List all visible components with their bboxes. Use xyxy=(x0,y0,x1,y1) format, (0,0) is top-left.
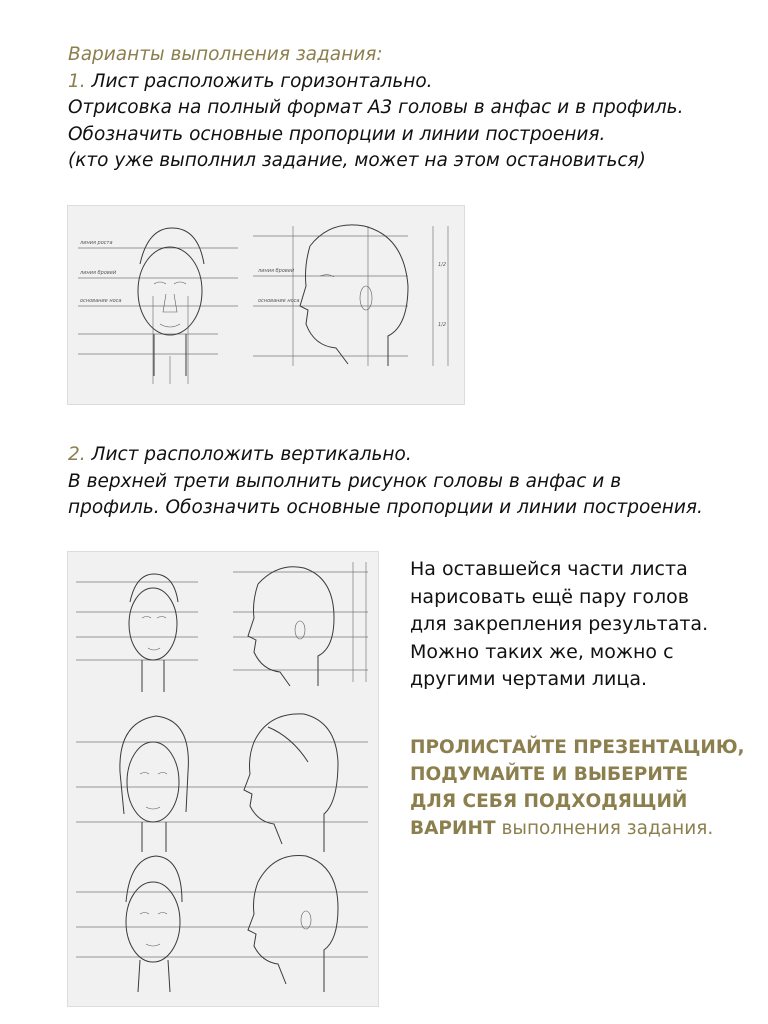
side-note-line-5: другими чертами лица. xyxy=(410,668,648,690)
side-note xyxy=(410,556,740,694)
cta-line-2: ПОДУМАЙТЕ И ВЫБЕРИТЕ xyxy=(410,764,689,785)
variant-1-line-1 xyxy=(68,69,728,96)
variant-1-number: 1. xyxy=(68,70,86,92)
vertical-sheet-sketch xyxy=(67,551,379,1007)
svg-text:линия бровей: линия бровей xyxy=(258,268,295,274)
side-note-line-4: Можно таких же, можно с xyxy=(410,640,674,663)
variant-2-line-1 xyxy=(68,442,748,469)
side-note-line-2: нарисовать ещё пару голов xyxy=(410,585,689,608)
call-to-action xyxy=(410,734,750,842)
svg-text:линия роста: линия роста xyxy=(80,240,113,246)
svg-text:основание носа: основание носа xyxy=(80,298,122,304)
cta-line-4 xyxy=(410,815,750,842)
cta-line-4-bold: ВАРИНТ xyxy=(410,818,496,839)
variant-1-text-1: Лист расположить горизонтально. xyxy=(91,70,433,92)
variant-1-line-4: (кто уже выполнил задание, может на этом остановиться) xyxy=(68,150,646,171)
variant-2-block xyxy=(68,442,748,522)
variant-1-line-3: Обозначить основные пропорции и линии построения. xyxy=(68,123,606,145)
variant-2-number: 2. xyxy=(68,444,86,465)
horizontal-sheet-sketch xyxy=(67,205,465,405)
variant-2-line-2: В верхней трети выполнить рисунок головы в анфас и в xyxy=(68,470,622,492)
svg-text:1/2: 1/2 xyxy=(438,322,447,328)
svg-text:1/2: 1/2 xyxy=(438,262,447,268)
cta-line-4-rest: выполнения задания. xyxy=(495,818,714,839)
cta-line-1: ПРОЛИСТАЙТЕ ПРЕЗЕНТАЦИЮ, xyxy=(410,737,745,758)
cta-line-3: ДЛЯ СЕБЯ ПОДХОДЯЩИЙ xyxy=(410,791,688,812)
svg-text:основание носа: основание носа xyxy=(258,298,300,304)
svg-text:линия бровей: линия бровей xyxy=(80,270,117,276)
side-note-line-1: На оставшейся части листа xyxy=(410,558,688,580)
variant-2-line-3: профиль. Обозначить основные пропорции и линии построения. xyxy=(68,497,703,518)
variant-1-block xyxy=(68,42,728,175)
page-title: Варианты выполнения задания: xyxy=(68,44,383,65)
variant-1-line-2: Отрисовка на полный формат А3 головы в анфас и в профиль. xyxy=(68,97,684,118)
variant-2-text-1: Лист расположить вертикально. xyxy=(91,444,412,465)
side-note-line-3: для закрепления результата. xyxy=(410,613,709,635)
